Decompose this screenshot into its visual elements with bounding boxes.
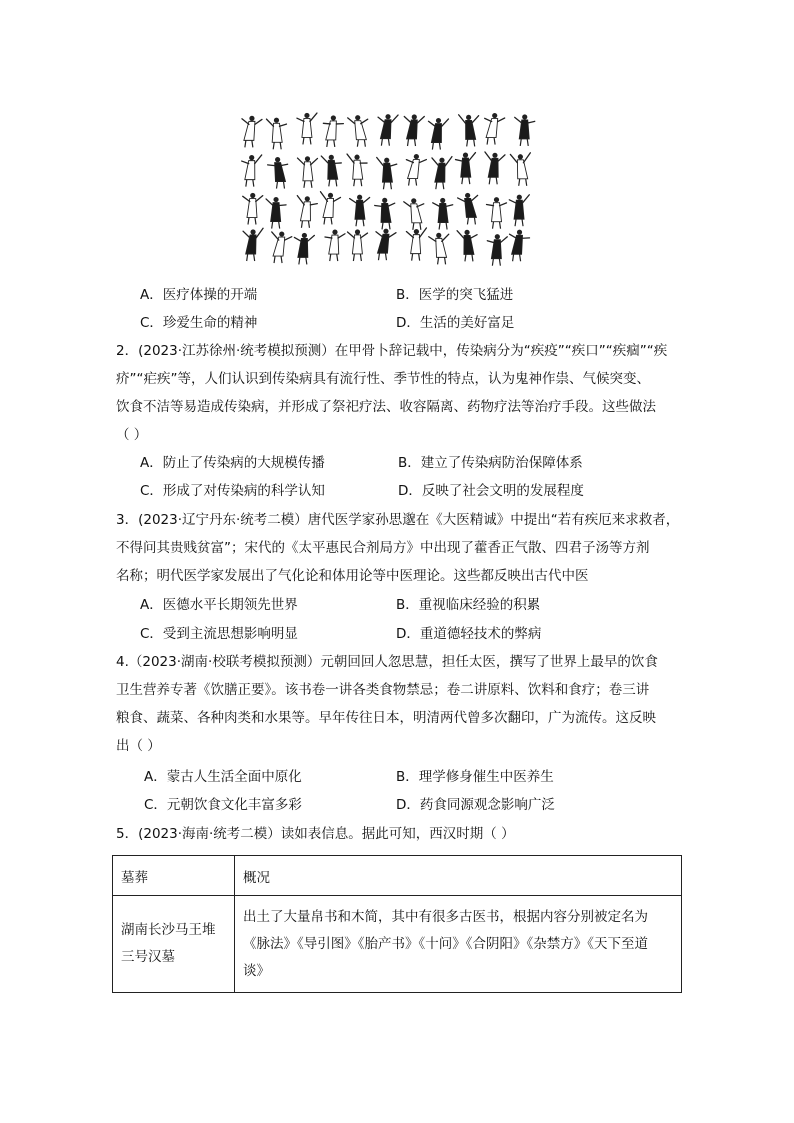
q4-option-a[interactable]: A．蒙古人生活全面中原化 [144,769,302,785]
q4-stem-line: 粮食、蔬菜、各种肉类和水果等。早年传往日本，明清两代曾多次翻印，广为流传。这反映 [116,710,656,726]
q2-option-d[interactable]: D．反映了社会文明的发展程度 [398,483,584,499]
q1-option-b[interactable]: B．医学的突飞猛进 [396,287,514,303]
table-header-cell: 概况 [235,856,682,896]
q4-option-c[interactable]: C．元朝饮食文化丰富多彩 [144,797,302,813]
q3-stem-line: 名称；明代医学家发展出了气化论和体用论等中医理论。这些都反映出古代中医 [116,568,589,584]
table-header-row [113,856,682,896]
table-header-cell: 墓葬 [113,856,235,896]
q2-option-c[interactable]: C．形成了对传染病的科学认知 [140,483,325,499]
q5-info-table [112,855,682,993]
q2-option-a[interactable]: A．防止了传染病的大规模传播 [140,455,325,471]
q2-option-b[interactable]: B．建立了传染病防治保障体系 [398,455,583,471]
q4-option-b[interactable]: B．理学修身催生中医养生 [396,769,554,785]
table-cell-desc [235,896,682,993]
tomb-name-line: 三号汉墓 [121,949,175,965]
q3-option-b[interactable]: B．重视临床经验的积累 [396,597,541,613]
q2-stem-line: 2．(2023·江苏徐州·统考模拟预测）在甲骨卜辞记载中，传染病分为“疾疫”“疾口”“疾痼”“疾 [116,343,668,359]
q2-answer-blank: （ ） [116,427,148,443]
desc-line: 《脉法》《导引图》《胎产书》《十问》《合阴阳》《杂禁方》《天下至道 [243,935,648,952]
q4-option-d[interactable]: D．药食同源观念影响广泛 [396,797,555,813]
q1-option-d[interactable]: D．生活的美好富足 [396,315,515,331]
desc-line: 出土了大量帛书和木简，其中有很多古医书，根据内容分别被定名为 [243,908,648,925]
daoyin-figures-image [240,106,552,268]
q4-answer-blank: 出（ ） [116,738,161,754]
q2-stem-line: 饮食不洁等易造成传染病，并形成了祭祀疗法、收容隔离、药物疗法等治疗手段。这些做法 [116,399,656,415]
q2-stem-line: 疥”“疟疾”等，人们认识到传染病具有流行性、季节性的特点，认为鬼神作祟、气候突变、 [116,371,650,387]
q1-option-a[interactable]: A．医疗体操的开端 [140,287,258,303]
q3-stem-line: 不得问其贵贱贫富”；宋代的《太平惠民合剂局方》中出现了藿香正气散、四君子汤等方剂 [116,540,650,556]
q3-option-c[interactable]: C．受到主流思想影响明显 [140,626,298,642]
q4-stem-line: 4.（2023·湖南·校联考模拟预测）元朝回回人忽思慧，担任太医，撰写了世界上最早的饮食 [116,654,658,670]
q4-stem-line: 卫生营养专著《饮膳正要》。该书卷一讲各类食物禁忌；卷二讲原料、饮料和食疗；卷三讲 [116,682,650,698]
q5-stem-line: 5．(2023·海南·统考二模）读如表信息。据此可知，西汉时期（ ） [116,826,515,842]
tomb-name-line: 湖南长沙马王堆 [121,922,216,938]
table-row [113,896,682,993]
q1-option-c[interactable]: C．珍爱生命的精神 [140,315,258,331]
desc-line: 谈》 [243,962,270,979]
q3-option-d[interactable]: D．重道德轻技术的弊病 [396,626,542,642]
q3-option-a[interactable]: A．医德水平长期领先世界 [140,597,298,613]
q3-stem-line: 3．(2023·辽宁丹东·统考二模）唐代医学家孙思邈在《大医精诚》中提出“若有疾厄来求救者， [116,512,680,528]
table-cell-tomb [113,896,235,993]
